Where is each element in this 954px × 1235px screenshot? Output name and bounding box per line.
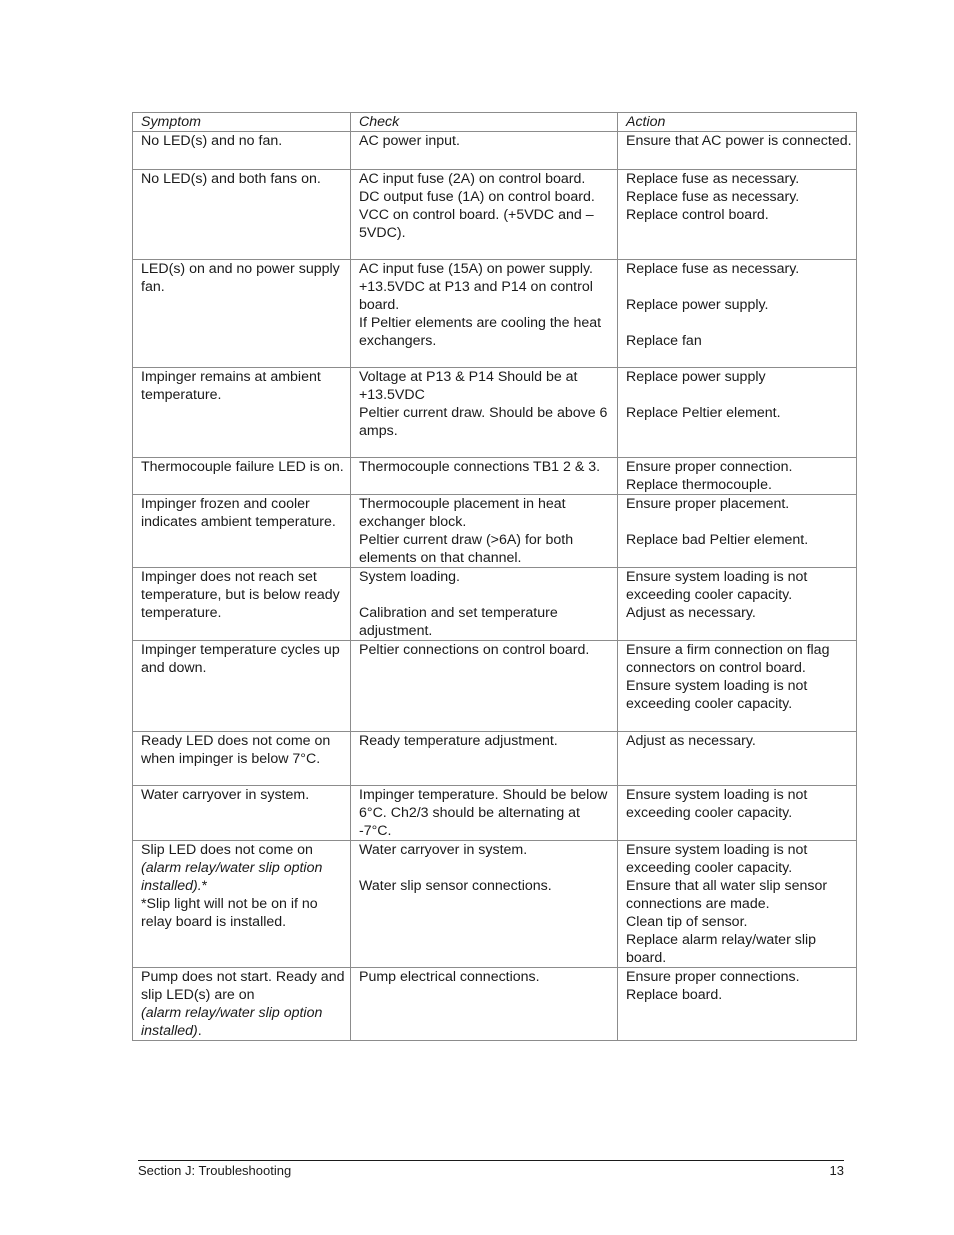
action-text: Replace Peltier element.: [626, 405, 781, 421]
action-text: [626, 278, 852, 296]
check-cell: [351, 732, 618, 786]
symptom-text: Water carryover in system.: [141, 787, 310, 803]
table-row: [133, 732, 857, 786]
check-text: Voltage at P13 & P14 Should be at +13.5VDC: [359, 369, 578, 403]
action-cell: [618, 732, 857, 786]
check-text: Peltier current draw (>6A) for both elements on that channel.: [359, 532, 574, 566]
table-row: [133, 841, 857, 968]
symptom-text: (alarm relay/water slip option installed).*: [141, 860, 323, 894]
symptom-text: Thermocouple failure LED is on.: [141, 459, 344, 475]
table-row: [133, 260, 857, 368]
check-cell: [351, 260, 618, 368]
check-cell: [351, 841, 618, 968]
symptom-text: Ready LED does not come on when impinger is below 7°C.: [141, 733, 331, 767]
table-row: [133, 170, 857, 260]
action-text: Ensure system loading is not exceeding cooler capacity.: [626, 569, 808, 603]
symptom-cell: [133, 641, 351, 732]
check-text: AC power input.: [359, 133, 460, 149]
check-cell: [351, 786, 618, 841]
symptom-text: *Slip light will not be on if no relay board is installed.: [141, 896, 318, 930]
symptom-text: Pump does not start. Ready and slip LED(s) are on: [141, 969, 345, 1003]
action-cell: [618, 968, 857, 1041]
check-text: VCC on control board. (+5VDC and –5VDC).: [359, 207, 594, 241]
table-row: [133, 368, 857, 458]
symptom-text: No LED(s) and both fans on.: [141, 171, 321, 187]
action-text: [626, 513, 852, 531]
check-text: DC output fuse (1A) on control board.: [359, 189, 595, 205]
symptom-text: Impinger remains at ambient temperature.: [141, 369, 321, 403]
check-text: Impinger temperature. Should be below 6°C. Ch2/3 should be alternating at -7°C.: [359, 787, 608, 839]
action-text: Adjust as necessary.: [626, 605, 756, 621]
action-cell: [618, 458, 857, 495]
check-text: AC input fuse (2A) on control board.: [359, 171, 586, 187]
symptom-text: LED(s) on and no power supply fan.: [141, 261, 340, 295]
symptom-cell: [133, 968, 351, 1041]
page-number: 13: [829, 1163, 844, 1178]
symptom-cell: [133, 841, 351, 968]
action-text: Ensure a firm connection on flag connectors on control board. Ensure system loading is not exceeding cooler capacity.: [626, 642, 830, 712]
table-row: [133, 495, 857, 568]
action-text: Ensure proper connection.: [626, 459, 793, 475]
check-text: Water carryover in system.: [359, 842, 528, 858]
table-row: [133, 786, 857, 841]
check-text: System loading.: [359, 569, 460, 585]
action-text: Ensure proper connections.: [626, 969, 800, 985]
check-cell: [351, 458, 618, 495]
check-text: Peltier connections on control board.: [359, 642, 590, 658]
action-text: Ensure system loading is not exceeding cooler capacity.: [626, 842, 808, 876]
symptom-text: No LED(s) and no fan.: [141, 133, 283, 149]
action-text: Replace fuse as necessary.: [626, 189, 800, 205]
symptom-text: Slip LED does not come on: [141, 842, 313, 858]
symptom-cell: [133, 568, 351, 641]
check-text: Peltier current draw. Should be above 6 amps.: [359, 405, 608, 439]
action-text: Clean tip of sensor.: [626, 914, 748, 930]
symptom-cell: [133, 495, 351, 568]
table-row: [133, 132, 857, 170]
check-cell: [351, 568, 618, 641]
check-text: [359, 859, 613, 877]
action-text: Ensure system loading is not exceeding cooler capacity.: [626, 787, 808, 821]
table-row: [133, 458, 857, 495]
action-cell: [618, 368, 857, 458]
action-text: Replace alarm relay/water slip board.: [626, 932, 817, 966]
footer-section-title: Section J: Troubleshooting: [138, 1163, 292, 1178]
action-text: [626, 314, 852, 332]
table-header-row: [133, 113, 857, 132]
action-text: Adjust as necessary.: [626, 733, 756, 749]
check-text: Thermocouple placement in heat exchanger block.: [359, 496, 566, 530]
header-action: Action: [618, 113, 857, 132]
action-cell: [618, 568, 857, 641]
symptom-text: Impinger frozen and cooler indicates ambient temperature.: [141, 496, 336, 530]
action-cell: [618, 641, 857, 732]
header-symptom: Symptom: [133, 113, 351, 132]
symptom-cell: [133, 786, 351, 841]
symptom-text: Impinger temperature cycles up and down.: [141, 642, 340, 676]
table-row: [133, 568, 857, 641]
action-text: Replace power supply.: [626, 297, 769, 313]
check-text: If Peltier elements are cooling the heat exchangers.: [359, 315, 602, 349]
action-text: Replace control board.: [626, 207, 769, 223]
action-text: Ensure proper placement.: [626, 496, 790, 512]
action-cell: [618, 170, 857, 260]
action-cell: [618, 132, 857, 170]
check-text: Calibration and set temperature adjustment.: [359, 605, 558, 639]
check-cell: [351, 495, 618, 568]
table-body: [133, 132, 857, 1041]
check-text: Pump electrical connections.: [359, 969, 540, 985]
troubleshooting-table: [132, 112, 857, 1041]
check-cell: [351, 368, 618, 458]
check-text: [359, 586, 613, 604]
action-text: Replace fuse as necessary.: [626, 261, 800, 277]
action-cell: [618, 841, 857, 968]
action-text: Replace power supply: [626, 369, 766, 385]
check-text: Water slip sensor connections.: [359, 878, 552, 894]
symptom-text: (alarm relay/water slip option installed).: [141, 1005, 323, 1039]
action-text: Ensure that AC power is connected.: [626, 133, 852, 149]
check-cell: [351, 170, 618, 260]
table-row: [133, 641, 857, 732]
check-cell: [351, 968, 618, 1041]
header-check: Check: [351, 113, 618, 132]
page-footer: [138, 1160, 844, 1179]
symptom-cell: [133, 368, 351, 458]
symptom-text: Impinger does not reach set temperature, but is below ready temperature.: [141, 569, 340, 621]
action-text: Ensure that all water slip sensor connections are made.: [626, 878, 828, 912]
table-row: [133, 968, 857, 1041]
action-text: Replace fan: [626, 333, 702, 349]
action-text: Replace bad Peltier element.: [626, 532, 809, 548]
check-text: Thermocouple connections TB1 2 & 3.: [359, 459, 601, 475]
action-text: Replace board.: [626, 987, 723, 1003]
action-cell: [618, 260, 857, 368]
action-cell: [618, 495, 857, 568]
action-text: [626, 386, 852, 404]
check-cell: [351, 132, 618, 170]
symptom-cell: [133, 458, 351, 495]
check-text: AC input fuse (15A) on power supply.: [359, 261, 593, 277]
symptom-cell: [133, 732, 351, 786]
symptom-cell: [133, 260, 351, 368]
symptom-cell: [133, 132, 351, 170]
action-text: Replace fuse as necessary.: [626, 171, 800, 187]
check-cell: [351, 641, 618, 732]
action-cell: [618, 786, 857, 841]
check-text: +13.5VDC at P13 and P14 on control board.: [359, 279, 593, 313]
symptom-cell: [133, 170, 351, 260]
action-text: Replace thermocouple.: [626, 477, 772, 493]
check-text: Ready temperature adjustment.: [359, 733, 558, 749]
